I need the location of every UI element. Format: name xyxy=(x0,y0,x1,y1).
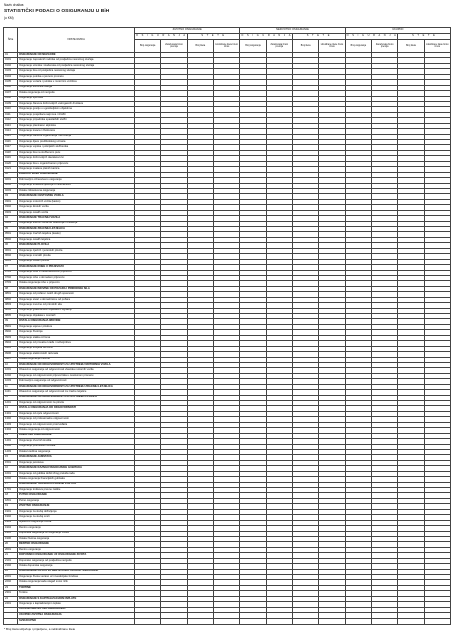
row-risk-name: Osiguranje od požara i nekih drugih opasnosti xyxy=(18,292,135,297)
row-code: 2401 xyxy=(4,602,18,607)
row-code: 19 xyxy=(4,504,18,509)
value-cell[interactable] xyxy=(240,618,266,625)
row-risk-name: Osiguranje od odgovornosti prijevoznika u cestovnom prometu xyxy=(18,373,135,378)
value-cell[interactable] xyxy=(213,618,239,625)
table-row xyxy=(4,618,451,625)
row-code: 1302 xyxy=(4,417,18,422)
row-risk-name: OSIGURANJE OD ODGOVORNOSTI ZA UPOTREBU MOTORNIH VOZILA xyxy=(18,362,135,367)
row-risk-name: TONTINE xyxy=(18,585,135,590)
row-code: 2202 xyxy=(4,580,18,585)
row-risk-name: SVEUKUPNO xyxy=(18,618,135,625)
row-code: 07 xyxy=(4,265,18,270)
row-risk-name: OSIGURANJE JAMSTAVA xyxy=(18,455,135,460)
row-risk-name: Osiguranje vozača i putnika u motornim vozilima xyxy=(18,80,135,85)
row-risk-name: Osiguranje od profesionalne odgovornosti xyxy=(18,417,135,422)
row-code: 0703 xyxy=(4,281,18,286)
page-title: STATISTIČKI PODACI O OSIGURANJU U BiH xyxy=(4,9,110,14)
row-risk-name: Osiguranje troškova pravne zaštite xyxy=(18,488,135,493)
row-code: 2102 xyxy=(4,564,18,569)
value-cell[interactable] xyxy=(371,618,397,625)
row-risk-name: UKUPNO ŽIVOTNA OSIGURANJA xyxy=(18,613,135,618)
value-cell[interactable] xyxy=(266,618,292,625)
row-risk-name: Rentno osiguranje xyxy=(18,526,135,531)
row-code: 1602 xyxy=(4,477,18,482)
value-cell[interactable] xyxy=(187,618,213,625)
row-code: 0112 xyxy=(4,118,18,123)
row-code: 0105 xyxy=(4,80,18,85)
row-code: 1501 xyxy=(4,460,18,465)
row-risk-name: Osiguranje s kapitalizacijom isplate xyxy=(18,602,135,607)
row-risk-name: Osiguranje životinja xyxy=(18,330,135,335)
row-code: 20 xyxy=(4,542,18,547)
row-code: 1906 xyxy=(4,536,18,541)
row-risk-name: RENTNO OSIGURANJE xyxy=(18,542,135,547)
row-risk-name: OSIGURANJE CESTOVNIH VOZILA xyxy=(18,194,135,199)
row-risk-name: Osiguranje stvari u domaćinstvu od požara xyxy=(18,297,135,302)
row-risk-name: Osiguranje morskih plovila xyxy=(18,254,135,259)
row-risk-name: ŽIVOTNO OSIGURANJE xyxy=(18,504,135,509)
row-code: 0906 xyxy=(4,352,18,357)
row-code: 1902 xyxy=(4,515,18,520)
row-code: 16 xyxy=(4,466,18,471)
row-risk-name: OSIGURANJE RAZNIH FINANCIJSKIH GUBITAKA xyxy=(18,466,135,471)
row-risk-name: Osiguranje elektronskih računala xyxy=(18,352,135,357)
row-code: 0115 xyxy=(4,134,18,139)
row-code: 0303 xyxy=(4,210,18,215)
subgroup-claims: Š T E T E xyxy=(187,34,240,40)
value-cell[interactable] xyxy=(398,618,424,625)
row-code: 0401 xyxy=(4,221,18,226)
row-code: 1401 xyxy=(4,439,18,444)
row-risk-name: KREDITNO OSIGURANJE xyxy=(18,433,135,438)
row-risk-name: OSIGURANJE IMOVINE OD POŽARA I PRIRODNIH SILA xyxy=(18,286,135,291)
row-risk-name: Osiguranje lica od posljedica nesretnog slučaja xyxy=(18,69,135,74)
row-code: 0603 xyxy=(4,259,18,264)
row-risk-name: Osiguranje sportista xyxy=(18,96,135,101)
row-risk-name: Ostala osiguranja robe u prijevozu xyxy=(18,281,135,286)
row-code: 03 xyxy=(4,194,18,199)
row-code: 0502 xyxy=(4,237,18,242)
row-code: 0904 xyxy=(4,341,18,346)
row-code: 0114 xyxy=(4,129,18,134)
row-risk-name: Dobrovoljno zdravstveno osiguranje xyxy=(18,178,135,183)
row-risk-name: Osiguranje pripadnika spasilačkih službi xyxy=(18,118,135,123)
row-code: 0803 xyxy=(4,303,18,308)
row-risk-name: Osiguranje zaposlenih radnika od posljedica nesretnog slučaja xyxy=(18,58,135,63)
row-code: 0702 xyxy=(4,275,18,280)
row-risk-name: Osiguranje posjetilaca sajmova i izložbi xyxy=(18,112,135,117)
row-risk-name: Dobrovoljno osiguranje od odgovornosti xyxy=(18,379,135,384)
row-code: 08 xyxy=(4,286,18,291)
row-risk-name: Osiguranje objekata u montaži xyxy=(18,314,135,319)
row-code: 1801 xyxy=(4,498,18,503)
footnote: * Broj šteta uključuje i prijavljene, a nelikvidirane štete xyxy=(4,627,76,631)
row-code: 0109 xyxy=(4,101,18,106)
row-code: 0102 xyxy=(4,63,18,68)
row-code: 05 xyxy=(4,227,18,232)
row-code: 0120 xyxy=(4,161,18,166)
row-risk-name: Osiguranje motornih vozila (kasko) xyxy=(18,199,135,204)
group-header-nonlife: NEŽIVOTNO OSIGURANJE xyxy=(240,28,345,34)
statistics-table xyxy=(3,27,451,625)
row-risk-name: Osiguranje robe u domaćem prijevozu xyxy=(18,275,135,280)
row-code: 1304 xyxy=(4,428,18,433)
row-code: 0201 xyxy=(4,178,18,183)
metric-header: Broj osiguranja xyxy=(240,40,266,53)
subgroup-insurance: O S I G U R A N J A xyxy=(240,34,293,40)
row-risk-name: Rentno osiguranje xyxy=(18,547,135,552)
row-risk-name: OSTALA OSIGURANJA OD ODGOVORNOSTI xyxy=(18,406,135,411)
row-code: 2301 xyxy=(4,591,18,596)
row-code: 0106 xyxy=(4,85,18,90)
col-header-risk: VRSTE RIZIKA xyxy=(18,28,135,53)
metric-header: Broj šteta xyxy=(398,40,424,53)
subgroup-insurance: O S I G U R A N J A xyxy=(345,34,398,40)
row-code: 0905 xyxy=(4,346,18,351)
row-risk-name: Osiguranje strojeva od loma xyxy=(18,346,135,351)
row-code: 1303 xyxy=(4,422,18,427)
row-risk-name: DOPUNSKO OSIGURANJE UZ OSIGURANJE ŽIVOTA xyxy=(18,553,135,558)
row-code: 1601 xyxy=(4,471,18,476)
row-code: 12 xyxy=(4,395,18,400)
row-code: 0101 xyxy=(4,58,18,63)
metric-header: Broj osiguranja xyxy=(135,40,161,53)
row-risk-name: Osiguranje vojnika i policijskih službenika xyxy=(18,145,135,150)
row-risk-name: Osiguranje šinskih vozila xyxy=(18,205,135,210)
row-code: 1301 xyxy=(4,411,18,416)
row-risk-name: OSIGURANJE ZRAČNIH LETJELICA xyxy=(18,227,135,232)
row-risk-name: Osiguranje ostalih letjelica xyxy=(18,237,135,242)
row-code: 0804 xyxy=(4,308,18,313)
row-code: 09 xyxy=(4,319,18,324)
row-risk-name: Osiguranje jamstava xyxy=(18,460,135,465)
subgroup-insurance: O S I G U R A N J A xyxy=(135,34,188,40)
row-risk-name: Osiguranje riječnih i jezerskih plovila xyxy=(18,248,135,253)
row-risk-name: Osiguranje tračnih vozila od oštećenja i uništenja xyxy=(18,221,135,226)
row-code: 0108 xyxy=(4,96,18,101)
row-risk-name: Osiguranje ostalih vozila xyxy=(18,210,135,215)
row-risk-name: OSIGURANJE PLOVILA xyxy=(18,243,135,248)
row-risk-name: Osiguranje troškova liječenja u inostranstvu xyxy=(18,183,135,188)
metric-header: Likvidirane štete bruto iznos xyxy=(424,40,450,53)
row-risk-name: Osiguranje od odgovornosti proizvođača xyxy=(18,422,135,427)
row-risk-name: Osiguranje ostalih plovila xyxy=(18,259,135,264)
entity-label: Naziv društva: xyxy=(4,3,25,7)
row-code: 1905 xyxy=(4,531,18,536)
row-risk-name: Ostala osiguranja kada ulagač snosi rizik xyxy=(18,580,135,585)
row-risk-name: Tontine xyxy=(18,591,135,596)
value-cell[interactable] xyxy=(135,618,161,625)
row-code: 22 xyxy=(4,569,18,574)
row-code: 0302 xyxy=(4,205,18,210)
row-code: 0119 xyxy=(4,156,18,161)
row-code: 0903 xyxy=(4,335,18,340)
row-risk-name: Dopunsko osiguranje od posljedica nezgode xyxy=(18,558,135,563)
row-risk-name: Mješovito osiguranje života xyxy=(18,520,135,525)
row-risk-name: Ostala kreditna osiguranja xyxy=(18,449,135,454)
subgroup-claims: Š T E T E xyxy=(398,34,451,40)
row-risk-name: Osiguranje od opće odgovornosti xyxy=(18,411,135,416)
row-code: 0801 xyxy=(4,292,18,297)
row-code: 0901 xyxy=(4,324,18,329)
row-code: 2101 xyxy=(4,558,18,563)
row-risk-name: Ostala osiguranja financijskih gubitaka xyxy=(18,477,135,482)
row-risk-name: Osiguranje planinara i alpinista xyxy=(18,123,135,128)
row-risk-name: OSIGURANJE S KAPITALIZACIJOM ISPLATE xyxy=(18,596,135,601)
row-code: 0907 xyxy=(4,357,18,362)
row-code: 0110 xyxy=(4,107,18,112)
row-risk-name: Osiguranje gostiju u ugostiteljskim objektima xyxy=(18,107,135,112)
row-code: 0107 xyxy=(4,91,18,96)
value-cell[interactable] xyxy=(292,618,318,625)
row-risk-name: OSIGURANJE TRAČNIH VOZILA xyxy=(18,216,135,221)
row-code: 0117 xyxy=(4,145,18,150)
row-code: 1003 xyxy=(4,379,18,384)
row-risk-name: Obavezno osiguranje od odgovornosti vlasnika motornih vozila xyxy=(18,368,135,373)
row-code: 14 xyxy=(4,433,18,438)
row-risk-name: Osiguranje lovaca i ribolovaca xyxy=(18,129,135,134)
subgroup-claims: Š T E T E xyxy=(292,34,345,40)
row-risk-name: ZDRAVSTVENO OSIGURANJE xyxy=(18,172,135,177)
row-code: 02 xyxy=(4,172,18,177)
group-header-life: ŽIVOTNO OSIGURANJE xyxy=(135,28,240,34)
col-header-code: Šifra xyxy=(4,28,18,53)
row-code: 13 xyxy=(4,406,18,411)
row-risk-name: Osiguranje potrošačkih kredita xyxy=(18,444,135,449)
value-cell[interactable] xyxy=(424,618,450,625)
row-risk-name: Osiguranje članova organizacija i udruženja xyxy=(18,134,135,139)
row-risk-name: Dopunska osiguranja uz osiguranje života xyxy=(18,531,135,536)
row-code: 2001 xyxy=(4,547,18,552)
row-risk-name: UKUPNO NEŽIVOTNA OSIGURANJA xyxy=(18,607,135,612)
metric-header: Zaračunata bruto premija xyxy=(266,40,292,53)
row-code: 0805 xyxy=(4,314,18,319)
row-code: 1403 xyxy=(4,449,18,454)
row-code: 0118 xyxy=(4,150,18,155)
row-code: 1001 xyxy=(4,368,18,373)
row-code: 17 xyxy=(4,482,18,487)
row-code: 0203 xyxy=(4,188,18,193)
row-code: 23 xyxy=(4,585,18,590)
metric-header: Broj šteta xyxy=(292,40,318,53)
row-risk-name: Osiguranje za slučaj smrti xyxy=(18,515,135,520)
row-code: 0602 xyxy=(4,254,18,259)
row-code xyxy=(4,618,18,625)
unit-label: (u KM) xyxy=(4,16,14,20)
row-code: 15 xyxy=(4,455,18,460)
row-risk-name: OSIGURANJE OD ODGOVORNOSTI ZA UPOTREBU PLOVILA xyxy=(18,395,135,400)
row-risk-name: Ostala osiguranja imovine xyxy=(18,357,135,362)
row-risk-name: Osiguranje imovine od prirodnih sila xyxy=(18,303,135,308)
row-code: 1101 xyxy=(4,390,18,395)
row-risk-name: Osiguranje usjeva i plodova xyxy=(18,324,135,329)
row-risk-name: Osiguranje izvoznih kredita xyxy=(18,439,135,444)
row-code: 1901 xyxy=(4,509,18,514)
metric-header: Zaračunata bruto premija xyxy=(161,40,187,53)
row-risk-name: Osiguranje članova dobrovoljnih vatrogasnih društava xyxy=(18,101,135,106)
row-risk-name: OSIGURANJE OD NEZGODE xyxy=(18,53,135,58)
row-code: 0301 xyxy=(4,199,18,204)
row-code: 0802 xyxy=(4,297,18,302)
row-risk-name: OSIGURANJE OD ODGOVORNOSTI ZA UPOTREBU ZRAČNIH LETJELICA xyxy=(18,384,135,389)
row-risk-name: Ostala zdravstvena osiguranja xyxy=(18,188,135,193)
row-risk-name: Osiguranje od gubitka dobiti zbog prekida rada xyxy=(18,471,135,476)
row-code: 18 xyxy=(4,493,18,498)
row-code: 0103 xyxy=(4,69,18,74)
row-risk-name: Osiguranje stakla od loma xyxy=(18,335,135,340)
row-risk-name: Osiguranje učenika i studenata od posljedica nesretnog slučaja xyxy=(18,63,135,68)
row-code: 04 xyxy=(4,216,18,221)
row-risk-name: Osiguranje od provalne krađe i razbojništva xyxy=(18,341,135,346)
row-risk-name: Osiguranje robe u međunarodnom prijevozu xyxy=(18,270,135,275)
row-risk-name: Ostala osiguranja od odgovornosti xyxy=(18,428,135,433)
row-code: 10 xyxy=(4,362,18,367)
row-risk-name: Osiguranje lica u organiziranom prijevozu xyxy=(18,161,135,166)
row-code: 0501 xyxy=(4,232,18,237)
row-risk-name: Osiguranje djece predškolskog uzrasta xyxy=(18,140,135,145)
row-risk-name: OSIGURANJE ŽIVOTA ILI RENTE KADA ULAGAČ SNOSI RIZIK xyxy=(18,569,135,574)
value-cell[interactable] xyxy=(161,618,187,625)
row-risk-name: Osiguranje lica na službenom putu xyxy=(18,150,135,155)
value-cell[interactable] xyxy=(319,618,345,625)
metric-header: Zaračunata bruto premija xyxy=(371,40,397,53)
row-code: 24 xyxy=(4,596,18,601)
row-code: 2201 xyxy=(4,575,18,580)
row-code: 0116 xyxy=(4,140,18,145)
row-risk-name: PUTNO OSIGURANJE xyxy=(18,493,135,498)
row-risk-name: Osiguranje putnika u javnom prometu xyxy=(18,74,135,79)
metric-header: Likvidirane štete bruto iznos xyxy=(319,40,345,53)
row-code: 1002 xyxy=(4,373,18,378)
row-risk-name: Osiguranje korisnika usluga xyxy=(18,85,135,90)
row-risk-name: OSIGURANJE ROBE U PRIJEVOZU xyxy=(18,265,135,270)
metric-header: Broj osiguranja xyxy=(345,40,371,53)
row-risk-name: Osiguranje od odgovornosti za plovila xyxy=(18,401,135,406)
row-risk-name: Putno osiguranje xyxy=(18,498,135,503)
row-code: 0121 xyxy=(4,167,18,172)
row-code: 0601 xyxy=(4,248,18,253)
row-risk-name: Obavezno osiguranje od odgovornosti za zračne letjelice xyxy=(18,390,135,395)
group-header-total: UKUPNO xyxy=(345,28,450,34)
row-code: 0104 xyxy=(4,74,18,79)
row-code: 01 xyxy=(4,53,18,58)
row-code: 0202 xyxy=(4,183,18,188)
row-risk-name: Osiguranje građevinskih objekata u izgradnji xyxy=(18,308,135,313)
row-code: 0701 xyxy=(4,270,18,275)
row-risk-name: Osiguranje zračnih letjelica (kasko) xyxy=(18,232,135,237)
row-risk-name: OSTALA OSIGURANJA IMOVINE xyxy=(18,319,135,324)
row-code: 06 xyxy=(4,243,18,248)
value-cell[interactable] xyxy=(345,618,371,625)
row-code: 1701 xyxy=(4,488,18,493)
row-risk-name: Osiguranje dobrovoljnih davalaca krvi xyxy=(18,156,135,161)
row-code: 1904 xyxy=(4,526,18,531)
row-code: 0111 xyxy=(4,112,18,117)
row-code: 21 xyxy=(4,553,18,558)
row-risk-name: Osiguranje imalaca platnih kartica xyxy=(18,167,135,172)
row-code: 1903 xyxy=(4,520,18,525)
metric-header: Broj šteta xyxy=(187,40,213,53)
row-code: 1402 xyxy=(4,444,18,449)
row-risk-name: Osiguranje za slučaj doživljenja xyxy=(18,509,135,514)
metric-header: Likvidirane štete bruto iznos xyxy=(213,40,239,53)
table-body xyxy=(4,53,451,625)
row-code: 11 xyxy=(4,384,18,389)
row-risk-name: Ostala osiguranja od nezgode xyxy=(18,91,135,96)
row-code: 1201 xyxy=(4,401,18,406)
row-risk-name: Osiguranje života vezano uz investicijske fondove xyxy=(18,575,135,580)
row-risk-name: Ostala dopunska osiguranja xyxy=(18,564,135,569)
row-code: 0902 xyxy=(4,330,18,335)
row-risk-name: Ostala životna osiguranja xyxy=(18,536,135,541)
row-risk-name: OSIGURANJE TROŠKOVA PRAVNE ZAŠTITE xyxy=(18,482,135,487)
row-code: 0113 xyxy=(4,123,18,128)
